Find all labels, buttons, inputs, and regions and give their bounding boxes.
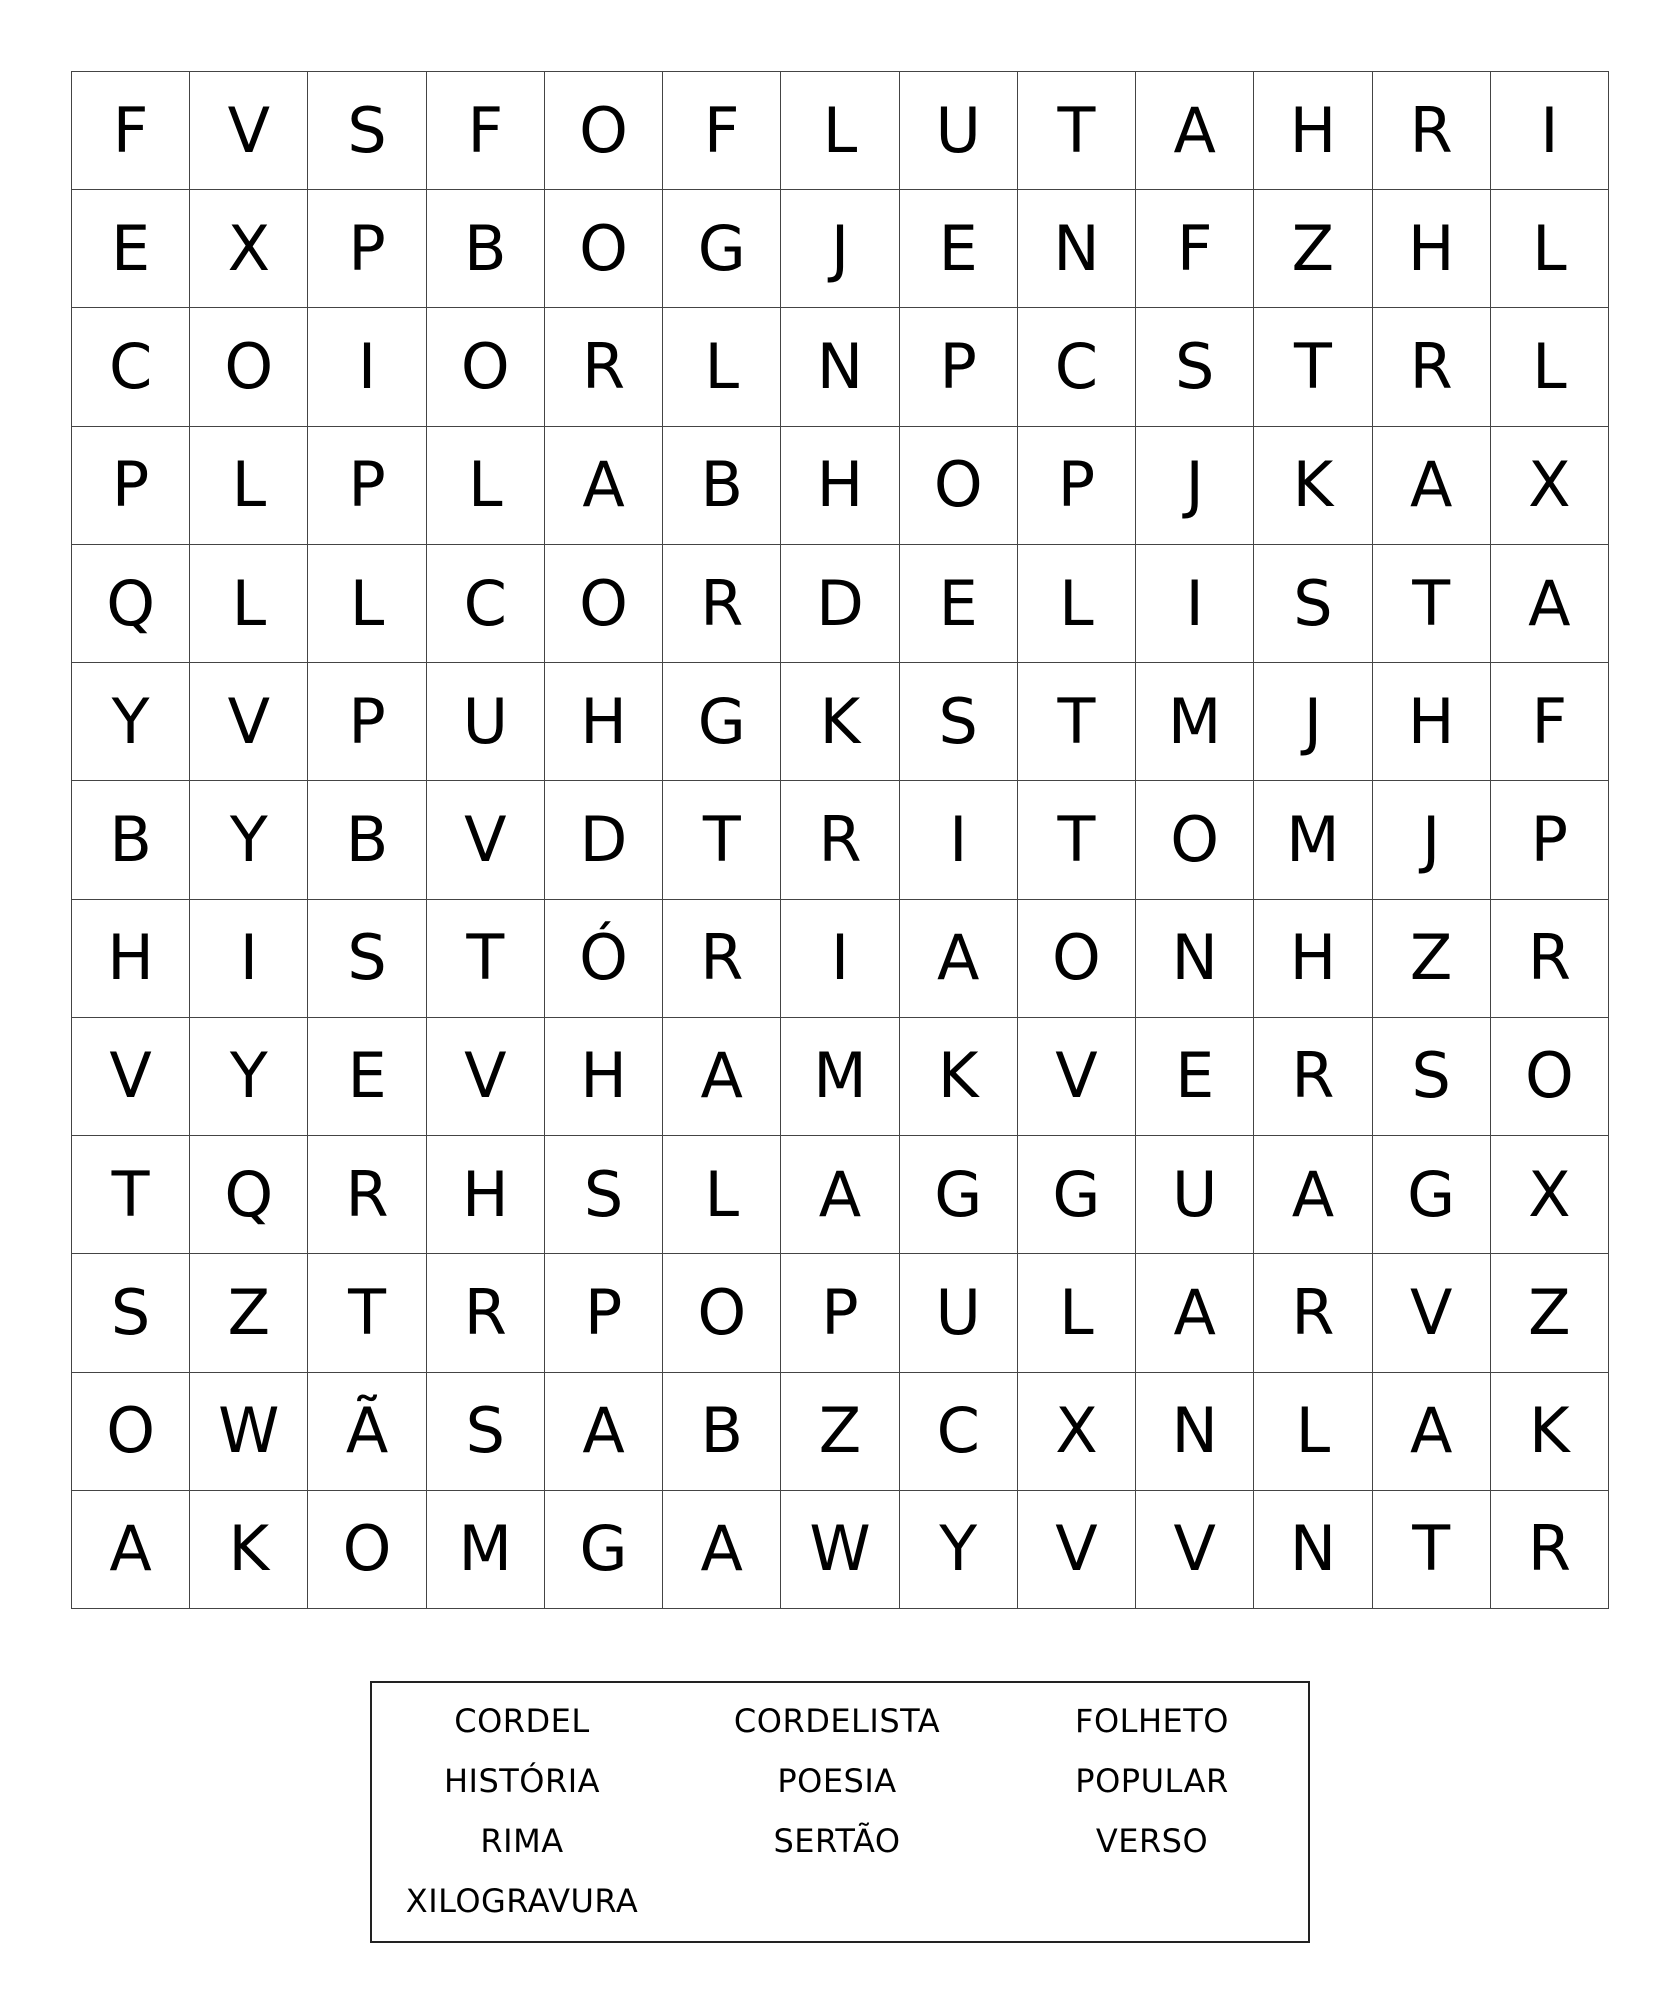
grid-cell[interactable]: H [72,900,190,1018]
grid-cell[interactable]: L [190,545,308,663]
grid-cell[interactable]: O [545,72,663,190]
grid-cell[interactable]: Z [1254,190,1372,308]
word-list-item: CORDELISTA [733,1702,941,1740]
grid-cell[interactable]: P [900,308,1018,426]
grid-cell[interactable]: D [781,545,899,663]
grid-cell[interactable]: L [1491,308,1609,426]
grid-cell[interactable]: A [1136,1254,1254,1372]
grid-cell[interactable]: Ó [545,900,663,1018]
grid-cell[interactable]: R [663,545,781,663]
grid-cell[interactable]: T [427,900,545,1018]
grid-cell[interactable]: S [1254,545,1372,663]
word-list-item: HISTÓRIA [443,1762,601,1800]
grid-cell[interactable]: O [72,1373,190,1491]
grid-cell[interactable]: K [1254,427,1372,545]
grid-cell[interactable]: E [72,190,190,308]
grid-cell[interactable]: T [1018,663,1136,781]
grid-cell[interactable]: R [427,1254,545,1372]
grid-cell[interactable]: T [308,1254,426,1372]
word-list-item: CORDEL [454,1702,590,1740]
grid-cell[interactable]: H [545,1018,663,1136]
grid-cell[interactable]: N [1018,190,1136,308]
grid-cell[interactable]: U [900,72,1018,190]
grid-cell[interactable]: H [1373,663,1491,781]
grid-cell[interactable]: M [427,1491,545,1609]
grid-cell[interactable]: H [781,427,899,545]
grid-cell[interactable]: X [1491,427,1609,545]
grid-cell[interactable]: I [1491,72,1609,190]
grid-cell[interactable]: J [781,190,899,308]
grid-cell[interactable]: X [1491,1136,1609,1254]
grid-cell[interactable]: T [663,781,781,899]
grid-cell[interactable]: N [1136,900,1254,1018]
grid-cell[interactable]: S [1373,1018,1491,1136]
grid-cell[interactable]: Y [190,781,308,899]
grid-cell[interactable]: B [72,781,190,899]
grid-cell[interactable]: I [1136,545,1254,663]
grid-cell[interactable]: W [781,1491,899,1609]
grid-cell[interactable]: R [781,781,899,899]
grid-cell[interactable]: L [663,1136,781,1254]
grid-cell[interactable]: A [781,1136,899,1254]
grid-cell[interactable]: R [1491,1491,1609,1609]
grid-cell[interactable]: Y [190,1018,308,1136]
grid-cell[interactable]: M [781,1018,899,1136]
grid-cell[interactable]: E [308,1018,426,1136]
word-list-item: SERTÃO [773,1822,901,1860]
grid-cell[interactable]: C [72,308,190,426]
grid-cell[interactable]: S [1136,308,1254,426]
grid-cell[interactable]: H [545,663,663,781]
grid-cell[interactable]: H [1254,72,1372,190]
grid-cell[interactable]: T [1373,545,1491,663]
grid-cell[interactable]: N [1254,1491,1372,1609]
grid-cell[interactable]: K [781,663,899,781]
grid-cell[interactable]: C [1018,308,1136,426]
grid-cell[interactable]: O [1491,1018,1609,1136]
word-list-item: VERSO [1095,1822,1209,1860]
grid-cell[interactable]: V [1136,1491,1254,1609]
grid-cell[interactable]: U [427,663,545,781]
grid-cell[interactable]: Q [72,545,190,663]
grid-cell[interactable]: T [1373,1491,1491,1609]
grid-cell[interactable]: A [1254,1136,1372,1254]
grid-cell[interactable]: Y [72,663,190,781]
grid-cell[interactable]: A [72,1491,190,1609]
grid-cell[interactable]: B [663,1373,781,1491]
grid-cell[interactable]: F [663,72,781,190]
grid-cell[interactable]: P [308,663,426,781]
grid-cell[interactable]: C [427,545,545,663]
grid-cell[interactable]: A [1136,72,1254,190]
word-list-item: POPULAR [1075,1762,1229,1800]
grid-cell[interactable]: U [900,1254,1018,1372]
grid-cell[interactable]: V [1018,1491,1136,1609]
grid-cell[interactable]: A [663,1018,781,1136]
grid-cell[interactable]: G [663,190,781,308]
grid-cell[interactable]: I [900,781,1018,899]
grid-cell[interactable]: L [1254,1373,1372,1491]
grid-cell[interactable]: U [1136,1136,1254,1254]
grid-cell[interactable]: K [190,1491,308,1609]
grid-cell[interactable]: V [427,781,545,899]
grid-cell[interactable]: R [1491,900,1609,1018]
grid-cell[interactable]: O [1136,781,1254,899]
grid-cell[interactable]: O [308,1491,426,1609]
grid-cell[interactable]: N [1136,1373,1254,1491]
grid-cell[interactable]: P [545,1254,663,1372]
grid-cell[interactable]: A [1491,545,1609,663]
grid-cell[interactable]: C [900,1373,1018,1491]
grid-cell[interactable]: O [1018,900,1136,1018]
grid-cell[interactable]: M [1136,663,1254,781]
grid-cell[interactable]: W [190,1373,308,1491]
grid-cell[interactable]: S [900,663,1018,781]
grid-cell[interactable]: Z [1373,900,1491,1018]
grid-cell[interactable]: O [190,308,308,426]
grid-cell[interactable]: A [545,427,663,545]
word-list-item: FOLHETO [1075,1702,1229,1740]
word-list-item: XILOGRAVURA [405,1882,639,1920]
grid-cell[interactable]: S [308,72,426,190]
grid-cell[interactable]: F [1491,663,1609,781]
grid-cell[interactable]: V [190,72,308,190]
grid-cell[interactable]: G [663,663,781,781]
grid-cell[interactable]: D [545,781,663,899]
grid-cell[interactable]: L [1018,1254,1136,1372]
grid-cell[interactable]: L [427,427,545,545]
grid-cell[interactable]: V [72,1018,190,1136]
grid-cell[interactable]: K [1491,1373,1609,1491]
grid-cell[interactable]: V [1373,1254,1491,1372]
grid-cell[interactable]: P [308,190,426,308]
grid-cell[interactable]: O [663,1254,781,1372]
grid-cell[interactable]: O [545,545,663,663]
grid-cell[interactable]: T [1018,72,1136,190]
grid-cell[interactable]: A [545,1373,663,1491]
grid-cell[interactable]: Z [190,1254,308,1372]
grid-cell[interactable]: O [900,427,1018,545]
grid-cell[interactable]: R [308,1136,426,1254]
grid-cell[interactable]: J [1254,663,1372,781]
grid-cell[interactable]: P [1491,781,1609,899]
grid-cell[interactable]: A [1373,427,1491,545]
grid-cell[interactable]: A [663,1491,781,1609]
grid-cell[interactable]: O [427,308,545,426]
grid-cell[interactable]: T [1018,781,1136,899]
grid-cell[interactable]: R [1254,1018,1372,1136]
grid-cell[interactable]: K [900,1018,1018,1136]
grid-cell[interactable]: L [1491,190,1609,308]
grid-cell[interactable]: L [1018,545,1136,663]
grid-cell[interactable]: R [545,308,663,426]
grid-cell[interactable]: R [663,900,781,1018]
grid-cell[interactable]: N [781,308,899,426]
grid-cell[interactable]: B [427,190,545,308]
word-list-item: RIMA [480,1822,564,1860]
grid-cell[interactable]: H [1254,900,1372,1018]
grid-cell[interactable]: Q [190,1136,308,1254]
grid-cell[interactable]: E [900,190,1018,308]
grid-cell[interactable]: E [900,545,1018,663]
grid-cell[interactable]: P [1018,427,1136,545]
grid-cell[interactable]: Y [900,1491,1018,1609]
grid-cell[interactable]: J [1373,781,1491,899]
grid-cell[interactable]: L [308,545,426,663]
grid-cell[interactable]: X [1018,1373,1136,1491]
grid-cell[interactable]: F [427,72,545,190]
grid-cell[interactable]: A [900,900,1018,1018]
grid-cell[interactable]: S [72,1254,190,1372]
grid-cell[interactable]: B [663,427,781,545]
grid-cell[interactable]: V [427,1018,545,1136]
grid-cell[interactable]: S [308,900,426,1018]
grid-cell[interactable]: P [781,1254,899,1372]
grid-cell[interactable]: P [308,427,426,545]
grid-cell[interactable]: F [72,72,190,190]
grid-cell[interactable]: I [781,900,899,1018]
grid-cell[interactable]: V [190,663,308,781]
grid-cell[interactable]: Ã [308,1373,426,1491]
grid-cell[interactable]: X [190,190,308,308]
grid-cell[interactable]: B [308,781,426,899]
grid-cell[interactable]: J [1136,427,1254,545]
grid-cell[interactable]: R [1254,1254,1372,1372]
grid-cell[interactable]: R [1373,308,1491,426]
grid-cell[interactable]: G [545,1491,663,1609]
grid-cell[interactable]: A [1373,1373,1491,1491]
grid-cell[interactable]: S [427,1373,545,1491]
grid-cell[interactable]: H [427,1136,545,1254]
grid-cell[interactable]: T [1254,308,1372,426]
word-list [370,1681,1310,1943]
grid-cell[interactable]: T [72,1136,190,1254]
grid-cell[interactable]: S [545,1136,663,1254]
grid-cell[interactable]: I [308,308,426,426]
grid-cell[interactable]: Z [1491,1254,1609,1372]
grid-cell[interactable]: G [1018,1136,1136,1254]
grid-cell[interactable]: G [900,1136,1018,1254]
word-search-grid [71,71,1609,1609]
word-list-item: POESIA [777,1762,897,1800]
grid-cell[interactable]: F [1136,190,1254,308]
grid-cell[interactable]: L [190,427,308,545]
grid-cell[interactable]: H [1373,190,1491,308]
grid-cell[interactable]: Z [781,1373,899,1491]
grid-cell[interactable]: R [1373,72,1491,190]
grid-cell[interactable]: I [190,900,308,1018]
grid-cell[interactable]: O [545,190,663,308]
grid-cell[interactable]: M [1254,781,1372,899]
grid-cell[interactable]: V [1018,1018,1136,1136]
grid-cell[interactable]: G [1373,1136,1491,1254]
grid-cell[interactable]: L [663,308,781,426]
grid-cell[interactable]: E [1136,1018,1254,1136]
grid-cell[interactable]: P [72,427,190,545]
grid-cell[interactable]: L [781,72,899,190]
